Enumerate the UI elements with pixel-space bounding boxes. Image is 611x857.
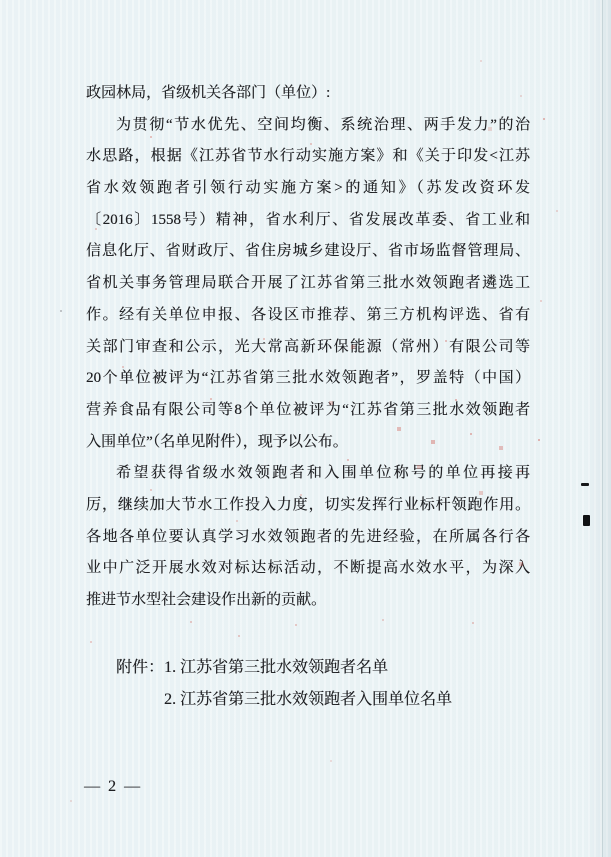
attachment-item-1: 附件：1. 江苏省第三批水效领跑者名单 <box>116 659 389 676</box>
attachment-item-2: 2. 江苏省第三批水效领跑者入围单位名单 <box>164 690 453 708</box>
page-number: — 2 — <box>84 778 142 795</box>
body-line: 20个单位被评为“江苏省第三批水效领跑者”，罗盖特（中国） <box>86 370 530 387</box>
body-line: 业中广泛开展水效对标达标活动，不断提高水效水平，为深入 <box>86 560 530 577</box>
body-line: 〔2016〕1558号）精神，省水利厅、省发展改革委、省工业和 <box>86 211 530 228</box>
scan-mark-dot <box>583 515 590 526</box>
body-line: 营养食品有限公司等8个单位被评为“江苏省第三批水效领跑者 <box>86 401 530 418</box>
body-line: 为贯彻“节水优先、空间均衡、系统治理、两手发力”的治 <box>116 116 530 133</box>
body-line: 厉，继续加大节水工作投入力度，切实发挥行业标杆领跑作用。 <box>86 496 530 513</box>
body-line: 各地各单位要认真学习水效领跑者的先进经验，在所属各行各 <box>86 528 530 545</box>
scan-edge-line <box>602 0 603 857</box>
body-line: 信息化厅、省财政厅、省住房城乡建设厅、省市场监督管理局、 <box>86 243 530 260</box>
document-body <box>86 78 530 617</box>
body-line: 作。经有关单位申报、各设区市推荐、第三方机构评选、省有 <box>86 306 530 323</box>
body-line: 关部门审查和公示，光大常高新环保能源（常州）有限公司等 <box>86 338 530 355</box>
body-line: 水思路，根据《江苏省节水行动实施方案》和《关于印发<江苏 <box>86 148 530 165</box>
body-line: 入围单位”（名单见附件），现予以公布。 <box>86 433 348 450</box>
body-line: 推进节水型社会建设作出新的贡献。 <box>86 592 327 608</box>
scan-mark-dash <box>581 483 589 486</box>
attachment-list <box>86 652 452 715</box>
body-line: 省机关事务管理局联合开展了江苏省第三批水效领跑者遴选工 <box>86 275 530 292</box>
body-line: 省水效领跑者引领行动实施方案>的通知》（苏发改资环发 <box>86 180 530 197</box>
scan-speckle-noise <box>0 0 2 2</box>
salutation-line: 政园林局，省级机关各部门（单位）: <box>86 85 331 101</box>
body-line: 希望获得省级水效领跑者和入围单位称号的单位再接再 <box>116 465 530 482</box>
